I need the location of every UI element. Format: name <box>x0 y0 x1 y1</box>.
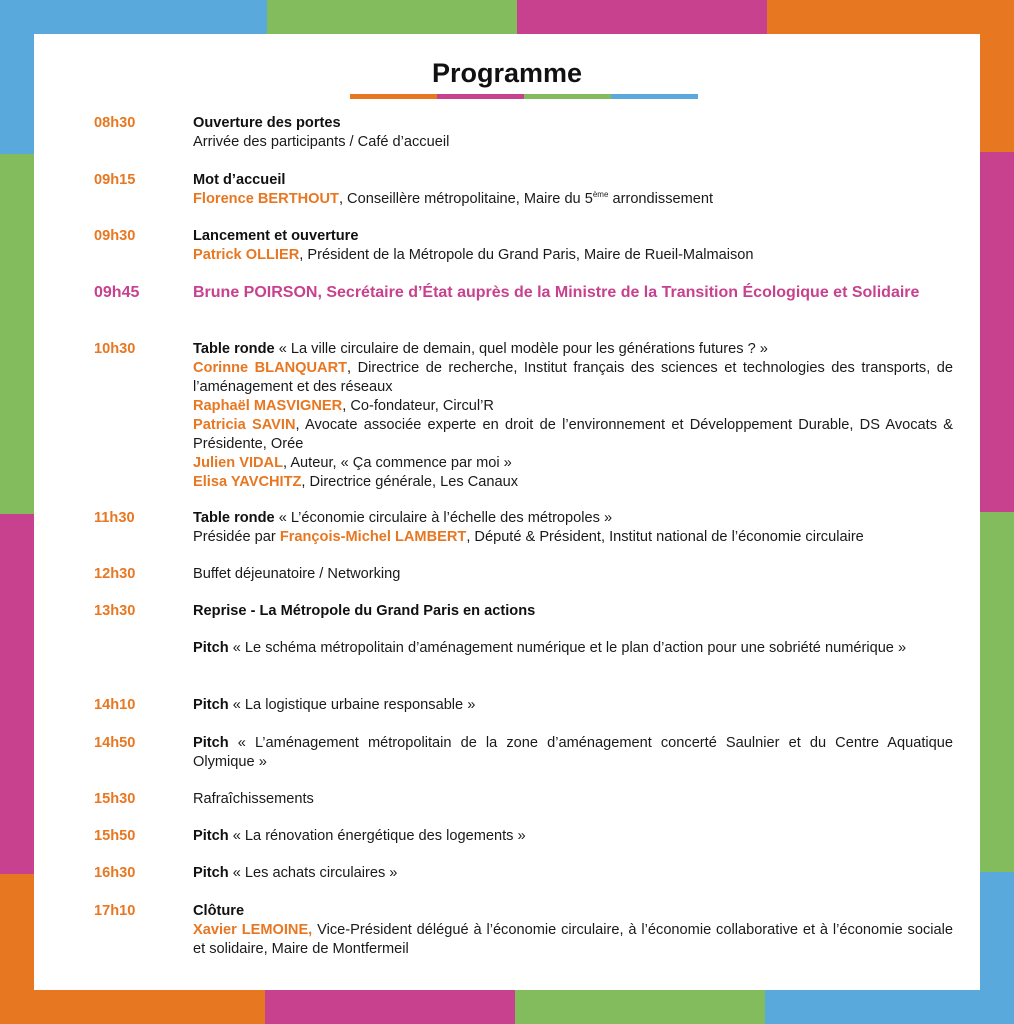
item-subject: « Le schéma métropolitain d’aménagement numérique et le plan d’action pour une sobriété numérique » <box>228 640 907 656</box>
item-time: 10h30 <box>94 341 136 357</box>
item-subject: « La rénovation énergétique des logements » <box>228 828 526 844</box>
speaker-name: Raphaël MASVIGNER <box>193 398 343 414</box>
frame-block <box>515 990 765 1024</box>
item-time: 16h30 <box>94 865 136 881</box>
item-detail: Arrivée des participants / Café d’accueil <box>193 134 450 150</box>
frame-block <box>0 990 265 1024</box>
frame-block <box>267 0 517 34</box>
item-time: 09h30 <box>94 228 136 244</box>
item-heading: Table ronde <box>193 341 275 357</box>
item-heading: Lancement et ouverture <box>193 228 359 244</box>
speaker-role: , Avocate associée experte en droit de l’environnement et Développement Durable, DS Avocats & Présidente, Orée <box>193 417 953 452</box>
item-prefix: Présidée par <box>193 529 280 545</box>
frame-block <box>0 154 34 514</box>
pitch-label: Pitch <box>193 640 229 656</box>
item-time: 09h15 <box>94 172 136 188</box>
speaker-role: , Directrice de recherche, Institut français des sciences et technologies des transports, de l’aménagement et des réseaux <box>193 360 953 395</box>
speaker-role: , Député & Président, Institut national de l’économie circulaire <box>466 529 864 545</box>
frame-block <box>980 512 1014 872</box>
item-subject: « Les achats circulaires » <box>228 865 398 881</box>
speaker-name: Xavier LEMOINE, <box>193 922 313 938</box>
frame-block <box>0 514 34 874</box>
superscript: ème <box>592 190 609 200</box>
item-time: 08h30 <box>94 115 136 131</box>
item-subject: « L’économie circulaire à l’échelle des métropoles » <box>274 510 613 526</box>
speaker-name: Julien VIDAL <box>193 455 284 471</box>
frame-block <box>517 0 767 34</box>
frame-block <box>980 0 1014 152</box>
frame-block <box>0 0 34 154</box>
speaker-role: , Co-fondateur, Circul’R <box>342 398 494 414</box>
item-heading: Ouverture des portes <box>193 115 341 131</box>
item-time: 17h10 <box>94 903 136 919</box>
item-heading: Clôture <box>193 903 245 919</box>
programme-card <box>34 34 980 990</box>
item-subject: « L’aménagement métropolitain de la zone d’aménagement concerté Saulnier et du Centre Aquatique Olymique » <box>193 735 953 770</box>
speaker-name: Patricia SAVIN <box>193 417 296 433</box>
speaker-name: Elisa YAVCHITZ <box>193 474 302 490</box>
item-text: Rafraîchissements <box>193 791 314 807</box>
frame-block <box>0 0 267 34</box>
frame-block <box>980 152 1014 512</box>
frame-block <box>765 990 1014 1024</box>
item-heading: Table ronde <box>193 510 275 526</box>
item-time: 09h45 <box>94 284 140 301</box>
speaker-role: , Président de la Métropole du Grand Paris, Maire de Rueil-Malmaison <box>299 247 754 263</box>
item-time: 14h10 <box>94 697 136 713</box>
item-time: 12h30 <box>94 566 136 582</box>
speaker-name: Corinne BLANQUART <box>193 360 348 376</box>
item-heading: Mot d’accueil <box>193 172 286 188</box>
item-subject: « La logistique urbaine responsable » <box>228 697 476 713</box>
pitch-label: Pitch <box>193 735 229 751</box>
pitch-label: Pitch <box>193 697 229 713</box>
item-time: 13h30 <box>94 603 136 619</box>
speaker-name: Patrick OLLIER <box>193 247 300 263</box>
item-time: 14h50 <box>94 735 136 751</box>
page-title: Programme <box>431 58 583 88</box>
item-time: 15h30 <box>94 791 136 807</box>
speaker-name: François-Michel LAMBERT <box>279 529 467 545</box>
item-heading: Brune POIRSON, Secrétaire d’État auprès de la Ministre de la Transition Écologique et Solidaire <box>193 284 920 301</box>
title-underline <box>350 94 698 99</box>
speaker-role: , Conseillère métropolitaine, Maire du 5 <box>338 191 593 207</box>
item-heading: Reprise - La Métropole du Grand Paris en actions <box>193 603 536 619</box>
item-subject: « La ville circulaire de demain, quel modèle pour les générations futures ? » <box>274 341 768 357</box>
frame-block <box>265 990 515 1024</box>
item-time: 11h30 <box>94 510 135 526</box>
speaker-role: , Directrice générale, Les Canaux <box>301 474 519 490</box>
speaker-role: Vice-Président délégué à l’économie circulaire, à l’économie collaborative et à l’économie sociale et solidaire, Maire de Montfermeil <box>193 922 953 957</box>
pitch-label: Pitch <box>193 865 229 881</box>
item-text: Buffet déjeunatoire / Networking <box>193 566 401 582</box>
speaker-role: arrondissement <box>608 191 714 207</box>
item-time: 15h50 <box>94 828 136 844</box>
speaker-role: , Auteur, « Ça commence par moi » <box>283 455 512 471</box>
speaker-name: Florence BERTHOUT <box>193 191 339 207</box>
pitch-label: Pitch <box>193 828 229 844</box>
frame-block <box>767 0 1014 34</box>
